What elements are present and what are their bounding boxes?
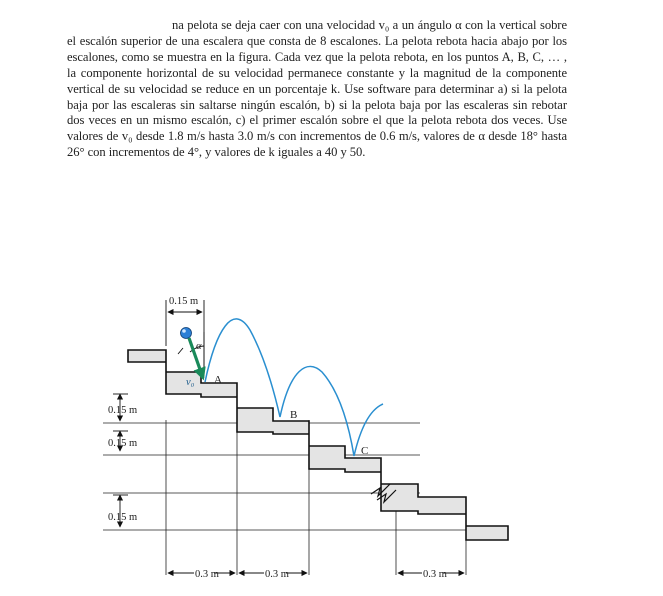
point-b-label: B [290,409,298,421]
point-a-label: A [214,374,222,386]
problem-text: na pelota se deja caer con una velocidad v₀ a un ángulo α con la vertical sobre el escalón superior de una escalera que consta de 8 escalones. La pelota rebota hacia abajo por los escalones, como se muestra en la figura. Cada vez que la pelota rebota, en los puntos A, B, C, … , la componente horizontal de su velocidad permanece constante y la magnitud de la componente vertical de su velocidad se reduce en un porcentaje k. Use software para determinar a) si la pelota baja por las escaleras sin saltarse ningún escalón, b) si la pelota baja por las escaleras sin rebotar dos veces en un mismo escalón, c) el primer escalón sobre el que la pelota rebota dos veces. Use valores de v₀ desde 1.8 m/s hasta 3.0 m/s con incrementos de 0.6 m/s, valores de α desde 18° hasta 26° con incrementos de 4°, y valores de k iguales a 40 y 50. [67,18,567,160]
width-label-2: 0.3 m [265,569,289,580]
width-label-3: 0.3 m [423,569,447,580]
dim-top-label: 0.15 m [169,296,199,307]
height-label-2: 0.15 m [108,438,138,449]
staircase [128,350,508,540]
height-label-3: 0.15 m [108,512,138,523]
ball-highlight [182,329,186,333]
point-c-label: C [361,445,369,457]
ball-hand-stroke [178,348,183,354]
height-label-1: 0.15 m [108,405,138,416]
angle-label: α [196,341,202,352]
ball [181,328,192,339]
width-label-1: 0.3 m [195,569,219,580]
velocity-label: v₀ [186,377,195,388]
